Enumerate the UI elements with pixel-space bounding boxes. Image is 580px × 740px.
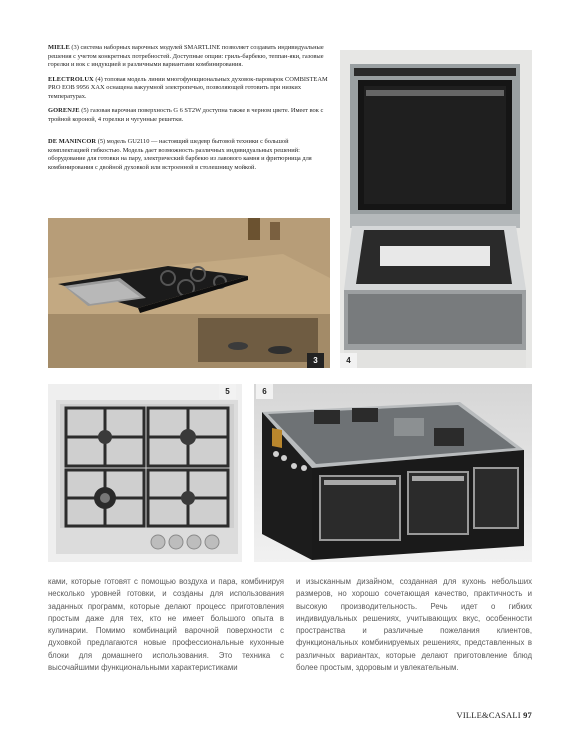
photo-gorenje-hob [48,384,242,562]
photo-miele-cooktop [48,218,330,368]
caption-de-manincor: DE MANINCOR (5) модель GU2110 — настоящий шедевр бытовой техники с большой комплектацией гибкостью. Модель дает возможность различных индивидуальных решений: оборудование для готовки на пару, электрический барбекю из лавового камня и фритюрница для комбинирования с двойной духовкой или встроенной в столешницу мойкой. [48,138,312,171]
caption-miele: MIELE (3) система наборных варочных модулей SMARTLINE позволяет создавать индивидуальные решения с учетом конкретных потребностей. Доступные опции: гриль-барбекю, теппан-яки, газовые горелки и вок с индукцией и различными вариантами комбинирования. [48,44,324,68]
magazine-name: VILLE&CASALI [456,710,521,720]
photo-number-4: 4 [340,353,357,368]
captions-block [48,44,330,178]
body-column-left: ками, которые готовят с помощью воздуха и пара, комбинируя несколько уровней готовки, и созданы для использования заданных программ, которые делают процесс приготовления простым даже для тех, кто не имеет большого опыта в кулинарии. Помимо комбинаций варочной поверхности с духовкой предлагаются новые профессиональные кухонные блоки для домашнего использования. Это техника с высочайшими функциональными характеристиками [48,577,284,673]
caption-electrolux: ELECTROLUX (4) топовая модель линии многофункциональных духовок-пароварок COMBISTEAM PRO EOB 9956 XAX оснащена вакуумной электропечью, позволяющей готовить при низких температурах. [48,75,328,100]
cooktop-illustration [48,218,330,368]
range-illustration [254,384,532,562]
page-number: 97 [523,710,532,720]
photo-number-3: 3 [307,353,324,368]
caption-gorenje: GORENJE (5) газовая варочная поверхность G 6 ST2W доступна также в черном цвете. Имеет вок с тройной короной, 4 горелки и чугунные решетки. [48,107,324,123]
photo-number-6: 6 [256,384,273,399]
photo-electrolux-oven [340,50,532,368]
gas-hob-illustration [48,384,242,562]
photo-number-5: 5 [219,384,236,399]
body-column-right: и изысканным дизайном, созданная для кухонь небольших размеров, но хорошо сочетающая качество, практичность и высокую производительность. Речь идет о гибких индивидуальных решениях, учитывающих вкус, особенности пространства и различные пожелания клиентов, функциональных комбинируемых решениях, представленных в различных вариантах, которые делают приготовление блюд более простым, здоровым и увлекательным. [296,577,532,673]
photo-demanincor-range [254,384,532,562]
oven-illustration [340,50,532,368]
page-footer [457,710,533,720]
